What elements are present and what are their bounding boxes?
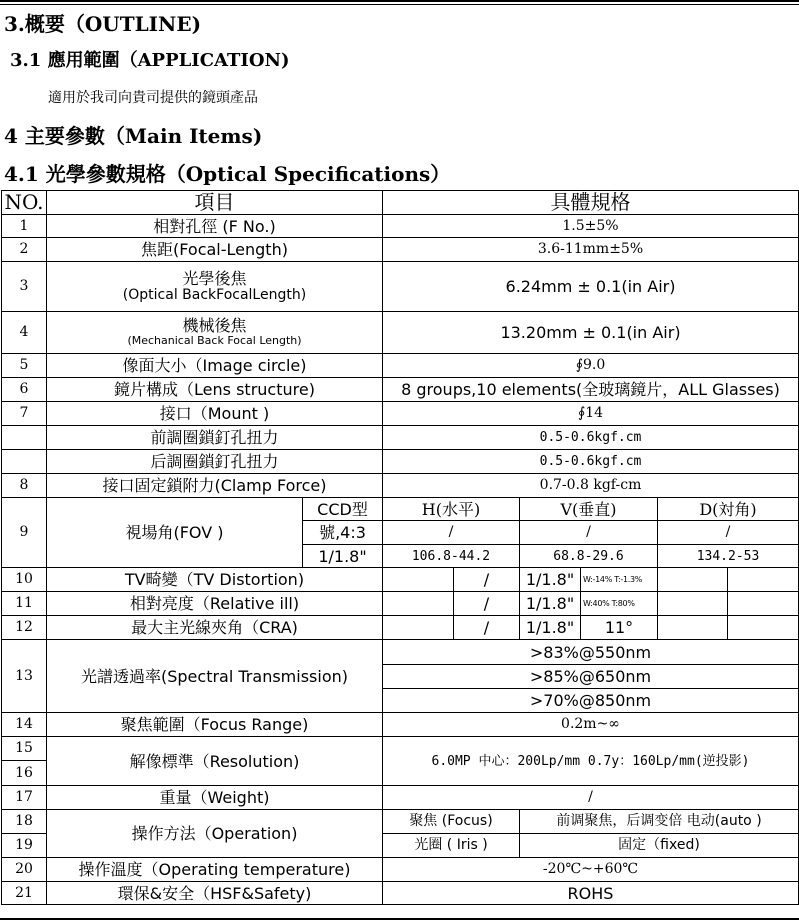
optical-spec-table	[1, 190, 799, 905]
table-row	[2, 616, 799, 640]
row-spec: -20℃~+60℃	[383, 858, 799, 882]
row-no: 17	[2, 786, 47, 810]
row-size: 1/1.8"	[520, 592, 581, 616]
row-item: 操作溫度（Operating temperature)	[47, 858, 383, 882]
row-item: 前調圈鎖釘孔扭力	[47, 426, 383, 450]
fov-v-value: 68.8-29.6	[520, 545, 658, 568]
row-item	[47, 262, 383, 312]
blank-cell	[728, 592, 799, 616]
row-item: 像面大小（Image circle)	[47, 354, 383, 378]
row-no: 2	[2, 238, 47, 262]
table-row	[2, 882, 799, 905]
ccd-label: CCD型	[303, 498, 383, 521]
section-heading-optical-specs: 4.1 光學參數規格（Optical Specifications）	[4, 162, 451, 186]
row-no: 20	[2, 858, 47, 882]
row-slash: /	[454, 568, 520, 592]
row-item: 聚焦範圍（Focus Range)	[47, 713, 383, 737]
top-rule	[0, 0, 799, 2]
application-text: 適用於我司向貴司提供的鏡頭產品	[48, 90, 258, 106]
row-no: 5	[2, 354, 47, 378]
header-no: NO.	[2, 191, 47, 215]
row-spec: ROHS	[383, 882, 799, 905]
row-spec: 0.5-0.6kgf.cm	[383, 450, 799, 474]
row-no: 4	[2, 312, 47, 354]
table-row	[2, 402, 799, 426]
row-item-en: (Mechanical Back Focal Length)	[127, 334, 302, 347]
table-row	[2, 498, 799, 521]
row-spec: 0.2m~∞	[383, 713, 799, 737]
row-item: 光譜透過率(Spectral Transmission)	[47, 640, 383, 713]
row-no: 7	[2, 402, 47, 426]
table-row	[2, 426, 799, 450]
blank-cell	[728, 568, 799, 592]
row-spec: ∮9.0	[383, 354, 799, 378]
row-no: 10	[2, 568, 47, 592]
table-row	[2, 378, 799, 402]
row-item: 視場角(FOV )	[47, 498, 303, 568]
section-heading-outline: 3.概要（OUTLINE)	[4, 12, 202, 36]
row-spec: 8 groups,10 elements(全玻璃鏡片，ALL Glasses)	[383, 378, 799, 402]
table-row	[2, 262, 799, 312]
table-row	[2, 592, 799, 616]
row-no: 3	[2, 262, 47, 312]
table-row	[2, 568, 799, 592]
row-no: 15	[2, 737, 47, 761]
row-size: 1/1.8"	[520, 616, 581, 640]
blank-cell	[383, 616, 454, 640]
row-no: 12	[2, 616, 47, 640]
fov-d-slash: /	[658, 521, 799, 545]
row-value: W:-14% T:-1.3%	[581, 568, 658, 592]
table-row	[2, 312, 799, 354]
section-heading-main-items: 4 主要參數（Main Items)	[4, 124, 263, 148]
blank-cell	[383, 568, 454, 592]
row-no: 6	[2, 378, 47, 402]
row-item-cn: 光學後焦	[182, 268, 247, 288]
table-row	[2, 474, 799, 498]
row-spec: ∮14	[383, 402, 799, 426]
row-no: 18	[2, 810, 47, 834]
row-item: 焦距(Focal-Length)	[47, 238, 383, 262]
row-spec: 6.0MP 中心：200Lp/mm 0.7y：160Lp/mm(逆投影)	[383, 737, 799, 786]
row-item: 最大主光線夾角（CRA)	[47, 616, 383, 640]
table-header-row	[2, 191, 799, 215]
blank-cell	[658, 616, 728, 640]
section-heading-application: 3.1 應用範圍（APPLICATION)	[10, 50, 290, 71]
blank-cell	[383, 592, 454, 616]
row-no	[2, 450, 47, 474]
transmission-550: >83%@550nm	[383, 640, 799, 665]
table-row	[2, 215, 799, 238]
transmission-650: >85%@650nm	[383, 665, 799, 689]
row-no: 14	[2, 713, 47, 737]
row-item: 相對孔徑 (F No.)	[47, 215, 383, 238]
row-value: W:40% T:80%	[581, 592, 658, 616]
table-row	[2, 810, 799, 834]
row-no: 21	[2, 882, 47, 905]
row-no: 8	[2, 474, 47, 498]
iris-value: 固定（fixed)	[520, 834, 799, 858]
header-spec: 具體規格	[383, 191, 799, 215]
row-no: 1	[2, 215, 47, 238]
fov-d-value: 134.2-53	[658, 545, 799, 568]
row-slash: /	[454, 616, 520, 640]
blank-cell	[658, 592, 728, 616]
row-spec: 1.5±5%	[383, 215, 799, 238]
table-row	[2, 737, 799, 761]
row-no: 13	[2, 640, 47, 713]
blank-cell	[728, 616, 799, 640]
table-row	[2, 640, 799, 665]
row-size: 1/1.8"	[520, 568, 581, 592]
blank-cell	[658, 568, 728, 592]
row-item: 操作方法（Operation)	[47, 810, 383, 858]
row-slash: /	[454, 592, 520, 616]
table-row	[2, 786, 799, 810]
focus-value: 前调聚焦，后调变倍 电动(auto )	[520, 810, 799, 834]
iris-label: 光圈 ( Iris )	[383, 834, 520, 858]
table-row	[2, 238, 799, 262]
bottom-rule	[0, 918, 799, 920]
table-row	[2, 354, 799, 378]
row-spec: 13.20mm ± 0.1(in Air)	[383, 312, 799, 354]
fov-h-slash: /	[383, 521, 520, 545]
ccd-size: 1/1.8"	[303, 545, 383, 568]
row-item: 解像標準（Resolution)	[47, 737, 383, 786]
table-row	[2, 450, 799, 474]
fov-h-value: 106.8-44.2	[383, 545, 520, 568]
top-rule-thin	[0, 4, 799, 5]
table-row	[2, 713, 799, 737]
row-item	[47, 312, 383, 354]
row-spec: 0.7-0.8 kgf-cm	[383, 474, 799, 498]
row-item-cn: 機械後焦	[182, 316, 247, 335]
row-item: 重量（Weight)	[47, 786, 383, 810]
row-no: 11	[2, 592, 47, 616]
table-row	[2, 858, 799, 882]
row-item: 相對亮度（Relative ill)	[47, 592, 383, 616]
row-item: TV畸變（TV Distortion)	[47, 568, 383, 592]
focus-label: 聚焦 (Focus)	[383, 810, 520, 834]
row-item: 接口（Mount )	[47, 402, 383, 426]
row-no: 19	[2, 834, 47, 858]
row-no: 16	[2, 761, 47, 786]
fov-v-slash: /	[520, 521, 658, 545]
row-spec: 6.24mm ± 0.1(in Air)	[383, 262, 799, 312]
fov-v-label: V(垂直)	[520, 498, 658, 521]
row-spec: 3.6-11mm±5%	[383, 238, 799, 262]
transmission-850: >70%@850nm	[383, 689, 799, 713]
ccd-ratio: 號,4:3	[303, 521, 383, 545]
row-no: 9	[2, 498, 47, 568]
row-spec: /	[383, 786, 799, 810]
row-no	[2, 426, 47, 450]
row-spec: 0.5-0.6kgf.cm	[383, 426, 799, 450]
row-item: 后調圈鎖釘孔扭力	[47, 450, 383, 474]
fov-d-label: D(対角)	[658, 498, 799, 521]
row-item-en: (Optical BackFocalLength)	[122, 286, 307, 303]
row-item: 接口固定鎖附力(Clamp Force)	[47, 474, 383, 498]
row-item: 環保&安全（HSF&Safety)	[47, 882, 383, 905]
row-item: 鏡片構成（Lens structure)	[47, 378, 383, 402]
header-item: 項目	[47, 191, 383, 215]
fov-h-label: H(水平)	[383, 498, 520, 521]
row-value: 11°	[581, 616, 658, 640]
